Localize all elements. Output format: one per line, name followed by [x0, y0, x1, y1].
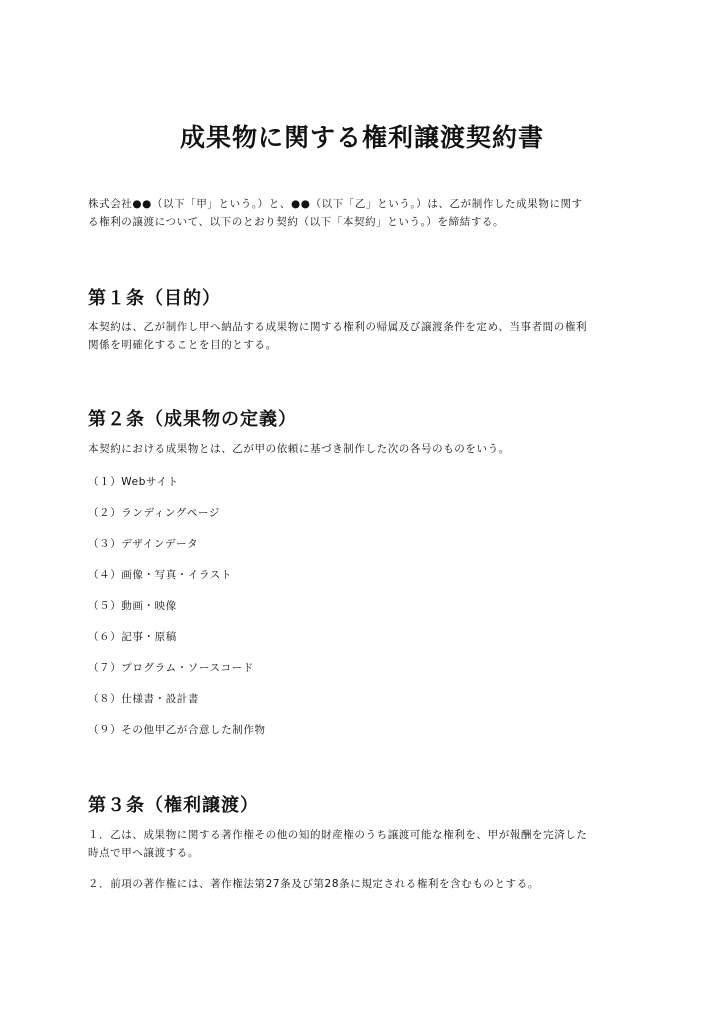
article-1-line: 本契約は、乙が制作し甲へ納品する成果物に関する権利の帰属及び譲渡条件を定め、当事者間の権利 [88, 321, 588, 333]
clause-line: 時点で甲へ譲渡する。 [88, 847, 199, 859]
document-title: 成果物に関する権利譲渡契約書 [179, 123, 544, 152]
list-item: （３）デザインデータ [88, 538, 199, 550]
article-1-heading: 第１条（目的） [88, 288, 221, 309]
list-item: （５）動画・映像 [88, 600, 177, 612]
list-item: （２）ランディングページ [88, 507, 220, 519]
article-3-heading: 第３条（権利譲渡） [88, 795, 259, 816]
article-2-heading: 第２条（成果物の定義） [88, 409, 297, 430]
intro-line: 株式会社●●（以下「甲」という。）と、●●（以下「乙」という。）は、乙が制作した成果物に関す [88, 198, 583, 210]
list-item: （６）記事・原稿 [88, 631, 177, 643]
intro-paragraph [88, 195, 640, 231]
article-1-line: 関係を明確化することを目的とする。 [88, 339, 277, 351]
article-2-body [88, 440, 640, 458]
article-3-clause-1 [88, 826, 640, 862]
list-item: （４）画像・写真・イラスト [88, 569, 232, 581]
article-3-clause-2 [88, 875, 640, 893]
clause-line: ２．前項の著作権には、著作権法第27条及び第28条に規定される権利を含むものとする。 [88, 878, 539, 890]
list-item: （９）その他甲乙が合意した制作物 [88, 724, 266, 736]
list-item: （１）Webサイト [88, 476, 179, 488]
clause-line: １．乙は、成果物に関する著作権その他の知的財産権のうち譲渡可能な権利を、甲が報酬を完済した [88, 829, 588, 841]
article-2-line: 本契約における成果物とは、乙が甲の依頼に基づき制作した次の各号のものをいう。 [88, 443, 510, 455]
list-item: （８）仕様書・設計書 [88, 693, 199, 705]
article-1-body [88, 318, 640, 354]
intro-line: る権利の譲渡について、以下のとおり契約（以下「本契約」という。）を締結する。 [88, 216, 505, 228]
list-item: （７）プログラム・ソースコード [88, 662, 254, 674]
